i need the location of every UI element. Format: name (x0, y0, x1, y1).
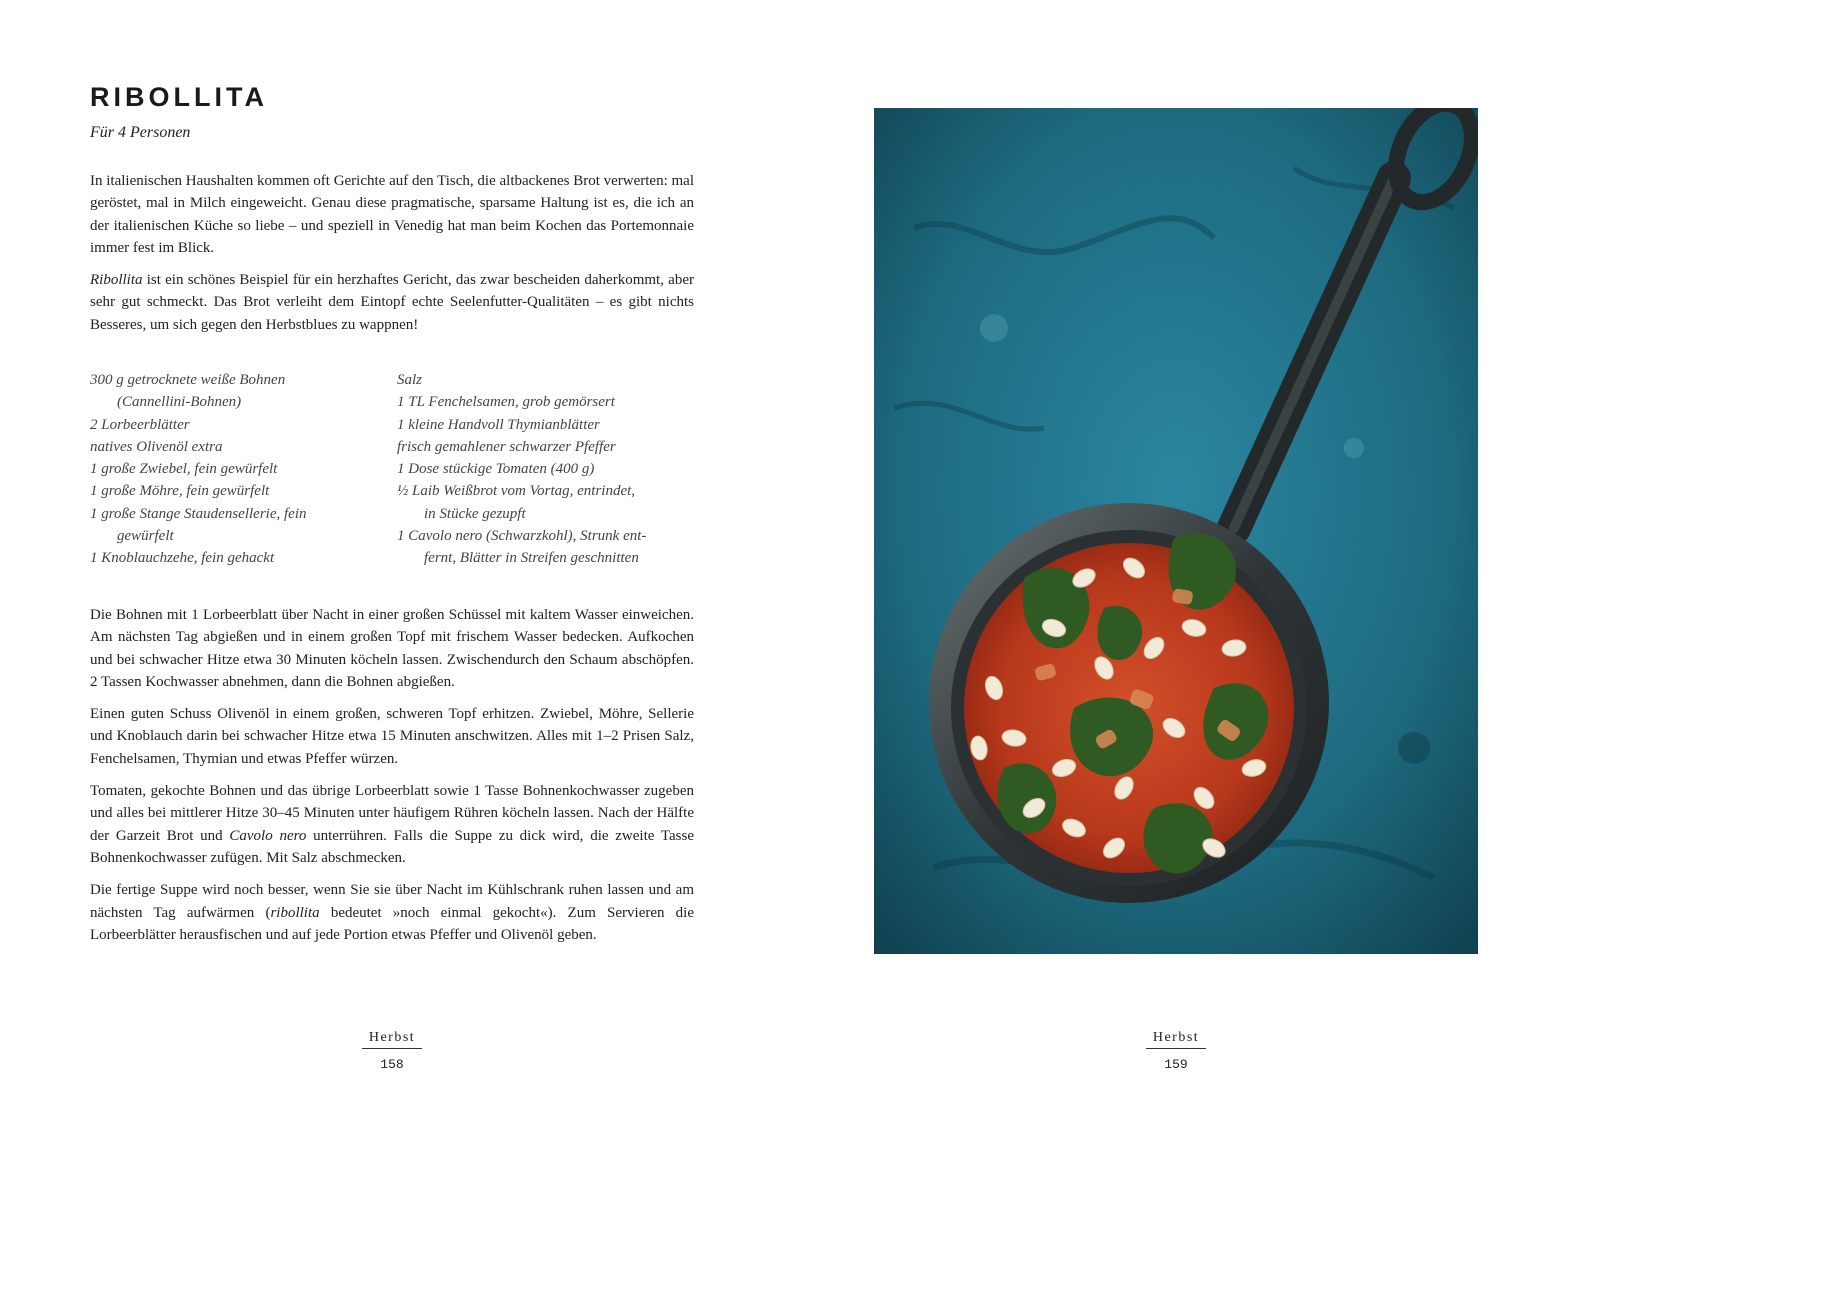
section-label: Herbst (1146, 1030, 1206, 1049)
method-p3-italic: Cavolo nero (229, 827, 307, 844)
intro-italic-term: Ribollita (90, 272, 143, 289)
ingredient-line: natives Olivenöl extra (90, 438, 223, 455)
ingredient-line: 1 große Möhre, fein gewürfelt (90, 483, 270, 500)
ingredient-line: 2 Lorbeerblätter (90, 416, 190, 433)
right-page (777, 0, 1555, 1099)
method-p3-end: unterrühren. Falls die Suppe zu dick wird, die zweite Tasse Bohnenkochwasser zufügen. Mit Salz abschmecken. (90, 827, 694, 866)
section-label: Herbst (362, 1030, 422, 1049)
recipe-photo (874, 108, 1478, 954)
method-p4-start: Die fertige Suppe wird noch besser, wenn Sie sie über Nacht im Kühlschrank ruhen lassen und am nächsten Tag aufwärmen ( (90, 882, 694, 921)
method-p3-start: Tomaten, gekochte Bohnen und das übrige Lorbeerblatt sowie 1 Tasse Bohnenkochwasser zugeben und alles bei mittlerer Hitze 30–45 Minuten unter häufigem Rühren köcheln lassen. Nach der Hälfte der Garzeit Brot und (90, 783, 694, 844)
ingredient-line: 1 kleine Handvoll Thymianblätter (397, 416, 600, 433)
ingredient-line: 1 Dose stückige Tomaten (400 g) (397, 461, 595, 478)
ingredient-line: 1 Knoblauchzehe, fein gehackt (90, 550, 275, 567)
ingredient-line: (Cannellini-Bohnen) (117, 394, 242, 411)
intro-paragraph-2-rest: ist ein schönes Beispiel für ein herzhaftes Gericht, das zwar bescheiden daherkommt, aber sehr gut schmeckt. Das Brot verleiht dem Eintopf echte Seelenfutter-Qualitäten – es gibt nichts Besseres, um sich gegen den Herbstblues zu wappnen! (90, 272, 694, 333)
servings: Für 4 Personen (90, 124, 191, 141)
ingredient-line: fernt, Blätter in Streifen geschnitten (424, 550, 639, 567)
ingredients-column-2 (397, 369, 697, 570)
ribollita-pan-illustration (874, 108, 1478, 954)
method-paragraph-2: Einen guten Schuss Olivenöl in einem großen, schweren Topf erhitzen. Zwiebel, Möhre, Sellerie und Knoblauch darin bei schwacher Hitze etwa 15 Minuten anschwitzen. Alles mit 1–2 Prisen Salz, Fenchelsamen, Thymian und etwas Pfeffer würzen. (90, 706, 694, 767)
left-page (0, 0, 777, 1099)
method-p4-end: bedeutet »noch einmal gekocht«). Zum Servieren die Lorbeerblätter herausfischen und auf jede Portion etwas Pfeffer und Olivenöl geben. (90, 904, 694, 943)
ingredients-column-1 (90, 369, 380, 570)
intro-text (90, 170, 694, 346)
intro-paragraph-1: In italienischen Haushalten kommen oft Gerichte auf den Tisch, die altbackenes Brot verwerten: mal geröstet, mal in Milch eingeweicht. Genau diese pragmatische, sparsame Haltung ist es, die ich an der italienischen Küche so liebe – und speziell in Venedig hat man beim Kochen das Portemonnaie immer fest im Blick. (90, 173, 694, 256)
method-p4-italic: ribollita (270, 904, 320, 921)
ingredient-line: 300 g getrocknete weiße Bohnen (90, 372, 286, 388)
ingredients-list (90, 369, 694, 579)
intro-paragraph-2 (90, 269, 694, 336)
ingredient-line: 1 große Stange Staudensellerie, fein (90, 505, 307, 522)
ingredient-line: gewürfelt (117, 528, 174, 545)
ingredient-line: 1 Cavolo nero (Schwarzkohl), Strunk ent- (397, 528, 647, 545)
footer-right (1146, 1030, 1206, 1072)
recipe-title: RIBOLLITA (90, 82, 268, 112)
page-number: 159 (1164, 1057, 1188, 1072)
method-paragraph-1: Die Bohnen mit 1 Lorbeerblatt über Nacht in einer großen Schüssel mit kaltem Wasser einweichen. Am nächsten Tag abgießen und in einem großen Topf mit frischem Wasser bedecken. Aufkochen und bei schwacher Hitze etwa 30 Minuten köcheln lassen. Zwischendurch den Schaum abschöpfen. 2 Tassen Kochwasser abnehmen, dann die Bohnen abgießen. (90, 607, 694, 690)
method-paragraph-4 (90, 879, 694, 946)
ingredient-line: Salz (397, 372, 423, 388)
footer-left (362, 1030, 422, 1072)
ingredient-line: in Stücke gezupft (424, 505, 526, 522)
method-paragraph-3 (90, 780, 694, 869)
ingredient-line: ½ Laib Weißbrot vom Vortag, entrindet, (397, 483, 636, 500)
method-text (90, 604, 694, 956)
page-number: 158 (380, 1057, 404, 1072)
ingredient-line: frisch gemahlener schwarzer Pfeffer (397, 438, 616, 455)
ingredient-line: 1 große Zwiebel, fein gewürfelt (90, 461, 278, 478)
ingredient-line: 1 TL Fenchelsamen, grob gemörsert (397, 394, 615, 411)
